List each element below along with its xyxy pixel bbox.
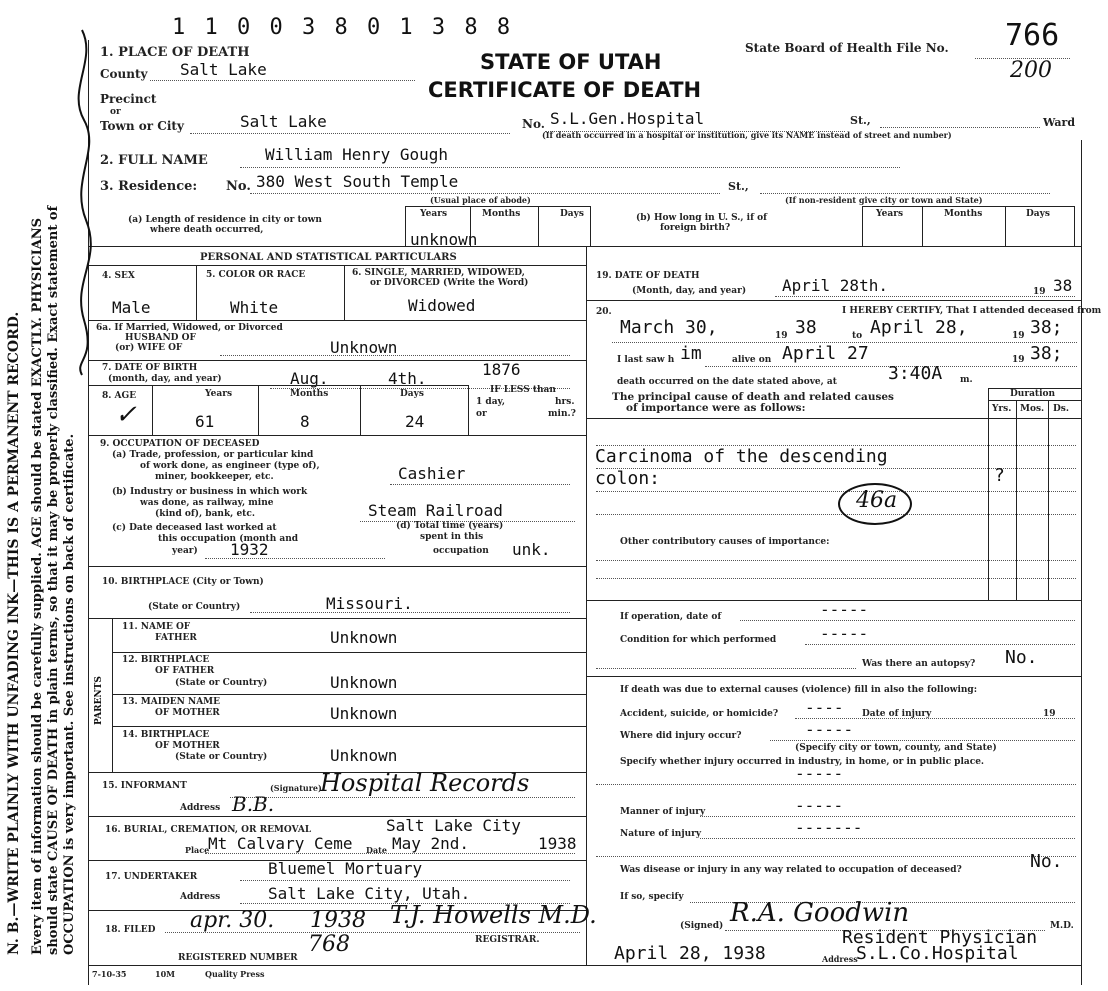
condition-line — [805, 644, 1075, 645]
saw-label: I last saw h — [617, 355, 675, 365]
dob-month: Aug. — [290, 369, 329, 388]
fbirth-rule — [112, 694, 586, 695]
autopsy-bottom — [586, 676, 1081, 677]
occ-b-label-1: (b) Industry or business in which work — [112, 487, 308, 497]
spouse-label-c: (or) WIFE OF — [115, 343, 183, 353]
autopsy-label: Was there an autopsy? — [862, 659, 976, 669]
color-divider — [344, 265, 345, 320]
filed-label: 18. FILED — [105, 925, 156, 935]
father-label-b: FATHER — [155, 633, 197, 643]
hospital-value: S.L.Gen.Hospital — [550, 109, 705, 128]
cause-value-2: colon: — [595, 468, 661, 489]
occ-c-value: 1932 — [230, 540, 269, 559]
undertaker-line — [240, 880, 570, 881]
sex-divider — [196, 265, 197, 320]
name-label: 2. FULL NAME — [100, 153, 208, 168]
fbirth-label-b: OF FATHER — [155, 666, 215, 676]
county-value: Salt Lake — [180, 60, 267, 79]
regnum-label: REGISTERED NUMBER — [178, 953, 298, 963]
age-v1 — [152, 385, 153, 435]
center-divider — [586, 246, 587, 965]
hospital-note: (If death occurred in a hospital or institution, give its NAME instead of street and number) — [542, 130, 952, 140]
occ-b-value: Steam Railroad — [368, 501, 503, 520]
regnum-value: 768 — [308, 932, 350, 957]
cause-rule-3 — [596, 491, 1076, 492]
age-months-label: Months — [290, 389, 329, 399]
less-label-e: min.? — [548, 409, 576, 419]
duration-mos: Mos. — [1020, 404, 1045, 414]
name-line — [240, 167, 900, 168]
state-title: STATE OF UTAH — [480, 50, 662, 74]
where-note: (Specify city or town, county, and State) — [795, 743, 997, 753]
serial-number: 1 1 0 0 3 8 0 1 3 8 8 — [172, 15, 514, 40]
age-v4 — [468, 385, 469, 435]
death-month-day: April 28th. — [782, 276, 888, 295]
less-label-d: or — [476, 409, 487, 419]
filed-year: 1938 — [310, 908, 366, 933]
address-label: Address — [822, 954, 858, 964]
dob-year: 1876 — [482, 360, 521, 379]
ward-label: Ward — [1043, 116, 1076, 129]
undertaker-address: Salt Lake City, Utah. — [268, 884, 471, 903]
us-v4 — [1074, 206, 1075, 246]
injury-date-label: Date of injury — [862, 709, 932, 719]
certify-text: I HEREBY CERTIFY, That I attended deceased from — [842, 306, 1102, 316]
grid-top — [88, 246, 1081, 247]
file-no-2: 200 — [1010, 58, 1052, 83]
marital-label-b: or DIVORCED (Write the Word) — [370, 278, 529, 288]
informant-label: 15. INFORMANT — [102, 781, 187, 791]
certificate-title: CERTIFICATE OF DEATH — [428, 78, 702, 102]
death-date-line — [775, 296, 1075, 297]
side-note-2: Every item of information should be carefully supplied. AGE should be stated EXACTLY. PHYSICIANS — [30, 217, 45, 955]
informant-address: B.B. — [232, 792, 275, 816]
spouse-label-a: 6a. If Married, Widowed, or Divorced — [96, 323, 283, 333]
occ-d-label-2: spent in this — [420, 532, 484, 542]
town-value: Salt Lake — [240, 112, 327, 131]
mother-value: Unknown — [330, 704, 398, 723]
autopsy-value: No. — [1005, 647, 1038, 668]
parents-divider — [112, 618, 113, 772]
cause-head-rule — [586, 418, 1081, 419]
usual-note: (Usual place of abode) — [430, 195, 531, 205]
us-v3 — [1005, 206, 1006, 246]
row-4-bottom — [88, 320, 586, 321]
cause-rule-6 — [596, 578, 1076, 579]
length-v3 — [538, 206, 539, 246]
where-label: Where did injury occur? — [620, 731, 742, 741]
death-date-label-b: (Month, day, and year) — [632, 286, 747, 296]
nature-line-2 — [596, 856, 1076, 857]
age-check: ✓ — [115, 400, 137, 430]
signature-date: April 28, 1938 — [614, 943, 766, 964]
file-no-label: State Board of Health File No. — [745, 41, 949, 55]
nonres-note: (If non-resident give city or town and State) — [785, 195, 983, 205]
physician-address: S.L.Co.Hospital — [856, 943, 1019, 964]
less-label-b: 1 day, — [476, 397, 506, 407]
occ-a-label-3: miner, bookkeeper, etc. — [155, 472, 274, 482]
length-months: Months — [482, 209, 521, 219]
filed-date: apr. 30. — [190, 908, 275, 933]
occurred-label: death occurred on the date stated above, at — [617, 377, 837, 387]
informant-address-label: Address — [180, 803, 221, 813]
undertaker-label: 17. UNDERTAKER — [105, 872, 198, 882]
age-months: 8 — [300, 412, 310, 431]
other-causes-label: Other contributory causes of importance: — [620, 537, 830, 547]
occ-label: 9. OCCUPATION OF DECEASED — [100, 439, 260, 449]
duration-v2 — [1016, 400, 1017, 600]
length-days: Days — [560, 209, 584, 219]
right-border — [1081, 140, 1082, 985]
accident-value: ---- — [805, 698, 844, 717]
place-heading: 1. PLACE OF DEATH — [100, 45, 250, 60]
manner-value: ----- — [795, 796, 844, 815]
fbirth-value: Unknown — [330, 673, 398, 692]
attended-from-19: 19 — [775, 331, 788, 341]
burial-year: 1938 — [538, 834, 577, 853]
occ-d-label-3: occupation — [433, 546, 489, 556]
length-top — [405, 206, 591, 207]
occ-c-label-2: this occupation (month and — [158, 534, 299, 544]
dob-label-b: (month, day, and year) — [108, 374, 222, 384]
ifso-label: If so, specify — [620, 892, 684, 902]
specify-value: ----- — [795, 764, 844, 783]
age-days: 24 — [405, 412, 425, 431]
side-note-main: N. B.—WRITE PLAINLY WITH UNFADING INK—THIS IS A PERMANENT RECORD. — [6, 311, 22, 955]
mother-label-b: OF MOTHER — [155, 708, 220, 718]
st-label: St., — [850, 114, 871, 127]
residence-no-label: No. — [226, 179, 251, 194]
us-years: Years — [876, 209, 904, 219]
sex-value: Male — [112, 298, 151, 317]
operation-line — [740, 620, 1075, 621]
dob-day: 4th. — [388, 369, 427, 388]
or-label: or — [110, 107, 121, 117]
fbirth-label-c: (State or Country) — [175, 678, 268, 688]
us-top — [862, 206, 1074, 207]
burial-place-label: Place — [185, 845, 210, 855]
residence-label: 3. Residence: — [100, 179, 198, 194]
no-label: No. — [522, 117, 545, 131]
informant-line — [230, 797, 575, 798]
birthplace-state-label: (State or Country) — [148, 602, 241, 612]
duration-label: Duration — [1010, 389, 1056, 399]
cause-code: 46a — [856, 488, 898, 513]
row-19-bottom — [586, 300, 1081, 301]
us-months: Months — [944, 209, 983, 219]
cause-rule-5 — [596, 560, 1076, 561]
burial-date-label: Date — [366, 845, 387, 855]
ward-line — [880, 127, 1040, 128]
father-rule — [112, 652, 586, 653]
occ-b-label-3: (kind of), bank, etc. — [155, 509, 255, 519]
nature-line — [700, 838, 1075, 839]
occ-related-label: Was disease or injury in any way related to occupation of deceased? — [620, 865, 962, 875]
occ-a-label-2: of work done, as engineer (type of), — [140, 461, 320, 471]
row-10-bottom — [88, 618, 586, 619]
burial-label: 16. BURIAL, CREMATION, OR REMOVAL — [105, 825, 312, 835]
attended-to-year: 38; — [1030, 317, 1063, 338]
burial-place: Mt Calvary Ceme — [208, 834, 353, 853]
burial-city: Salt Lake City — [386, 816, 521, 835]
residence-value: 380 West South Temple — [256, 172, 459, 191]
death-year-prefix: 19 — [1033, 287, 1046, 297]
occ-a-value: Cashier — [398, 464, 466, 483]
us-label-b: foreign birth? — [660, 223, 731, 233]
occ-b-label-2: was done, as railway, mine — [140, 498, 274, 508]
county-label: County — [100, 67, 148, 81]
row-9-bottom — [88, 566, 586, 567]
form-press: Quality Press — [205, 969, 265, 979]
length-label-a: (a) Length of residence in city or town — [128, 215, 322, 225]
age-days-label: Days — [400, 389, 424, 399]
row-7-bottom — [88, 385, 468, 386]
informant-sig-label: (Signature) — [270, 783, 322, 793]
personal-rule — [88, 265, 586, 266]
mbirth-label-a: 14. BIRTHPLACE — [122, 730, 210, 740]
manner-line — [700, 816, 1075, 817]
duration-subhead-rule — [988, 400, 1081, 401]
occ-a-line — [390, 484, 570, 485]
file-no: 766 — [1005, 18, 1060, 53]
marital-label-a: 6. SINGLE, MARRIED, WIDOWED, — [352, 268, 525, 278]
attended-from: March 30, — [620, 317, 718, 338]
precinct-label: Precinct — [100, 92, 157, 106]
accident-label: Accident, suicide, or homicide? — [620, 709, 779, 719]
occ-related-value: No. — [1030, 851, 1063, 872]
mbirth-label-c: (State or Country) — [175, 752, 268, 762]
m-label: m. — [960, 375, 973, 385]
us-label-a: (b) How long in U. S., if of — [636, 213, 767, 223]
county-line — [150, 80, 415, 81]
manner-label: Manner of injury — [620, 807, 706, 817]
side-note-4: OCCUPATION is very important. See instructions on back of certificate. — [62, 433, 77, 955]
length-v4 — [590, 206, 591, 246]
duration-mark: ? — [994, 465, 1005, 486]
signed-label: (Signed) — [680, 921, 724, 931]
us-v1 — [862, 206, 863, 246]
form-qty: 10M — [155, 969, 175, 979]
occ-c-label-3: year) — [172, 546, 198, 556]
condition-value: ----- — [820, 624, 869, 643]
condition-label: Condition for which performed — [620, 635, 777, 645]
us-v2 — [922, 206, 923, 246]
side-note-3: should state CAUSE OF DEATH in plain terms, so that it may be properly classified. Exact statement of — [46, 205, 61, 955]
fbirth-label-a: 12. BIRTHPLACE — [122, 655, 210, 665]
duration-ds: Ds. — [1053, 404, 1070, 414]
age-label: 8. AGE — [102, 391, 137, 401]
dob-label-a: 7. DATE OF BIRTH — [102, 363, 198, 373]
specify-label: Specify whether injury occurred in industry, in home, or in public place. — [620, 757, 985, 767]
nature-label: Nature of injury — [620, 829, 702, 839]
cause-label-a: The principal cause of death and related causes — [612, 391, 894, 403]
burial-line — [205, 853, 575, 854]
undertaker-value: Bluemel Mortuary — [268, 859, 423, 878]
age-years-label: Years — [205, 389, 233, 399]
accident-line — [795, 718, 1075, 719]
margin-signature-mark — [62, 20, 102, 380]
condition-line-2 — [596, 668, 856, 669]
undertaker-address-label: Address — [180, 892, 221, 902]
cause-rule-4 — [596, 514, 1076, 515]
birthplace-label: 10. BIRTHPLACE (City or Town) — [102, 577, 264, 587]
mother-rule — [112, 726, 586, 727]
certify-no: 20. — [596, 307, 612, 317]
mother-label-a: 13. MAIDEN NAME — [122, 697, 221, 707]
external-heading: If death was due to external causes (violence) fill in also the following: — [620, 685, 978, 695]
saw-value: im — [680, 343, 702, 364]
age-years: 61 — [195, 412, 215, 431]
less-label-a: IF LESS than — [490, 385, 556, 395]
mbirth-label-b: OF MOTHER — [155, 741, 220, 751]
attended-to-label: to — [852, 331, 863, 341]
occ-c-line — [205, 558, 385, 559]
death-date-label-a: 19. DATE OF DEATH — [596, 271, 700, 281]
length-label-b: where death occurred, — [150, 225, 264, 235]
duration-yrs: Yrs. — [992, 404, 1012, 414]
where-value: ----- — [805, 720, 854, 739]
bottom-border — [88, 965, 1081, 966]
burial-date: May 2nd. — [392, 834, 470, 853]
filed-line — [165, 932, 580, 933]
alive-19: 19 — [1012, 355, 1025, 365]
spouse-label-b: HUSBAND OF — [125, 333, 196, 343]
registrar-label: REGISTRAR. — [475, 935, 540, 945]
operation-label: If operation, date of — [620, 612, 722, 622]
mbirth-value: Unknown — [330, 746, 398, 765]
occ-d-label-1: (d) Total time (years) — [396, 521, 504, 531]
marital-value: Widowed — [408, 296, 476, 315]
length-value: unknown — [410, 230, 478, 249]
personal-heading: PERSONAL AND STATISTICAL PARTICULARS — [200, 252, 457, 263]
length-v1 — [405, 206, 406, 246]
cause-label-b: of importance were as follows: — [626, 402, 806, 414]
color-value: White — [230, 298, 279, 317]
row-8-bottom — [88, 435, 586, 436]
physician-title: Resident Physician — [842, 927, 1038, 948]
town-line — [190, 133, 510, 134]
name-value: William Henry Gough — [265, 145, 449, 164]
town-label: Town or City — [100, 119, 184, 133]
us-days: Days — [1026, 209, 1050, 219]
where-line — [770, 740, 1075, 741]
alive-label: alive on — [732, 355, 772, 365]
death-year: 38 — [1053, 276, 1073, 295]
injury-year: 19 — [1043, 709, 1056, 719]
sex-label: 4. SEX — [102, 271, 135, 281]
physician-signature: R.A. Goodwin — [730, 898, 910, 928]
alive-year: 38; — [1030, 343, 1063, 364]
residence-st-line — [760, 193, 1050, 194]
attended-to-19: 19 — [1012, 331, 1025, 341]
less-label-c: hrs. — [555, 397, 575, 407]
residence-st-label: St., — [728, 180, 749, 193]
cause-value: Carcinoma of the descending — [595, 446, 888, 467]
occ-a-label-1: (a) Trade, profession, or particular kind — [112, 450, 314, 460]
parents-side-label: PARENTS — [94, 676, 104, 725]
form-code: 7-10-35 — [92, 969, 127, 979]
age-v2 — [258, 385, 259, 435]
specify-line — [596, 784, 1076, 785]
occ-c-label-1: (c) Date deceased last worked at — [112, 523, 277, 533]
occ-d-value: unk. — [512, 540, 551, 559]
length-years: Years — [420, 209, 448, 219]
alive-value: April 27 — [782, 343, 869, 364]
death-time: 3:40A — [888, 363, 943, 384]
birthplace-value: Missouri. — [326, 594, 413, 613]
duration-v3 — [1048, 400, 1049, 600]
father-label-a: 11. NAME OF — [122, 622, 191, 632]
attended-from-year: 38 — [795, 317, 817, 338]
md-label: M.D. — [1050, 921, 1074, 931]
operation-value: ----- — [820, 600, 869, 619]
color-label: 5. COLOR OR RACE — [206, 270, 306, 280]
age-v3 — [360, 385, 361, 435]
spouse-value: Unknown — [330, 338, 398, 357]
registrar-signature: T.J. Howells M.D. — [390, 901, 597, 929]
nature-value: ------- — [795, 818, 863, 837]
attended-to: April 28, — [870, 317, 968, 338]
informant-signature: Hospital Records — [320, 769, 530, 797]
residence-line — [250, 193, 720, 194]
duration-v1 — [988, 388, 989, 600]
father-value: Unknown — [330, 628, 398, 647]
